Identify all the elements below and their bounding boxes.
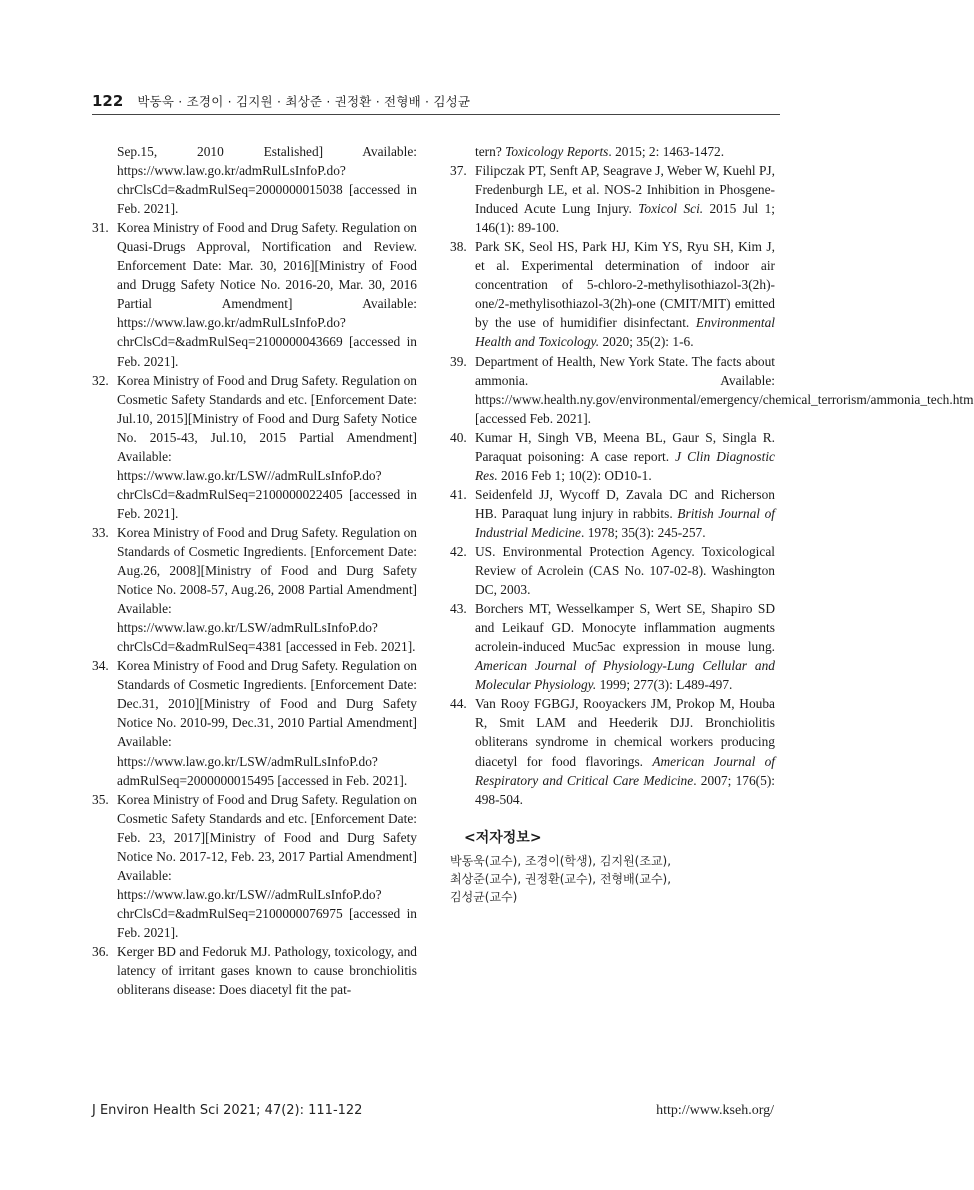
reference-item — [450, 352, 974, 428]
reference-item — [450, 161, 775, 237]
reference-text — [475, 161, 775, 237]
reference-item — [450, 542, 775, 599]
reference-body: Department of Health, New York State. The facts about ammonia. Available: https://www.health.ny.gov/environmental/emergency/chemical_terrorism/ammonia_tech.htm [accessed Feb. 2021]. — [475, 353, 974, 426]
reference-body: Borchers MT, Wesselkamper S, Wert SE, Shapiro SD and Leikauf GD. Monocyte inflammation augments acrolein-induced Muc5ac expression in mouse lung. — [475, 601, 775, 655]
footer-citation: J Environ Health Sci 2021; 47(2): 111-122 — [92, 1103, 363, 1118]
reference-item — [92, 523, 417, 656]
reference-citation: 2020; 35(2): 1-6. — [599, 334, 694, 350]
reference-number: 33. — [92, 524, 109, 540]
reference-text — [475, 352, 974, 428]
header-rule — [92, 114, 780, 115]
reference-item — [92, 142, 417, 218]
journal-title: Environmental Health and Toxicology. — [475, 315, 775, 350]
author-info-line: 김성균(교수) — [450, 889, 518, 904]
reference-body: Kumar H, Singh VB, Meena BL, Gaur S, Singla R. Paraquat poisoning: A case report. — [475, 429, 775, 464]
journal-title: Toxicology Reports — [505, 144, 609, 159]
reference-number: 32. — [92, 372, 109, 388]
reference-number: 38. — [450, 239, 467, 255]
reference-item — [92, 942, 417, 999]
reference-number: 39. — [450, 353, 467, 369]
footer-url[interactable]: http://www.kseh.org/ — [656, 1103, 774, 1118]
reference-text: Korea Ministry of Food and Drug Safety. Regulation on Cosmetic Safety Standards and etc. [Enforcement Date: Feb. 23, 2017][Ministry of Food and Durg Safety Notice No. 2017-12, Feb. 23, 2017 Partial Amendment] Available: https://www.law.go.kr/LSW//admRulLsInfoP.do?chrClsCd=&admRulSeq=2100000076975 [accessed in Feb. 2021]. — [117, 791, 418, 940]
journal-title: Toxicol Sci. — [638, 201, 704, 217]
reference-citation: 1999; 277(3): L489-497. — [596, 677, 733, 693]
reference-item — [92, 656, 417, 789]
reference-citation: 2015 Jul 1; 146(1): 89-100. — [475, 201, 775, 236]
reference-item — [450, 237, 775, 351]
reference-number: 42. — [450, 543, 467, 559]
reference-text: Sep.15, 2010 Estalished] Available: https://www.law.go.kr/admRulLsInfoP.do?chrClsCd=&admRulSeq=2000000015038 [accessed in Feb. 2021]. — [117, 144, 417, 217]
reference-number: 31. — [92, 220, 109, 236]
reference-body: Park SK, Seol HS, Park HJ, Kim YS, Ryu SH, Kim J, et al. Experimental determination of indoor air concentration of 5-chloro-2-methylisothiazol-3(2h)-one/2-methylisothiazol-3(2h)-one (CMIT/MIT) emitted by the use of humidifier disinfectant. — [475, 239, 775, 331]
reference-citation: . 1978; 35(3): 245-257. — [581, 524, 706, 540]
reference-number: 35. — [92, 791, 109, 807]
author-info — [450, 829, 775, 906]
author-info-line: 박동욱(교수), 조경이(학생), 김지원(조교), — [450, 853, 672, 868]
author-info-line: 최상준(교수), 권정환(교수), 전형배(교수), — [450, 871, 672, 886]
reference-number: 36. — [92, 943, 109, 959]
header-authors: 박동욱 · 조경이 · 김지원 · 최상준 · 권정환 · 전형배 · 김성균 — [137, 94, 471, 109]
reference-number: 41. — [450, 486, 467, 502]
page-number: 122 — [92, 92, 124, 110]
reference-text — [475, 237, 775, 351]
reference-number: 44. — [450, 696, 467, 712]
reference-item — [92, 218, 417, 370]
right-column — [450, 142, 974, 906]
journal-title: British Journal of Industrial Medicine — [475, 505, 775, 540]
reference-text: Korea Ministry of Food and Drug Safety. Regulation on Standards of Cosmetic Ingredients. [Enforcement Date: Aug.26, 2008][Ministry of Food and Durg Safety Notice No. 2008-57, Aug.26, 2008 Partial Amendment] Available: https://www.law.go.kr/LSW/admRulLsInfoP.do?chrClsCd=&admRulSeq=4381 [accessed in Feb. 2021]. — [117, 524, 418, 655]
reference-item — [450, 694, 775, 808]
left-column — [92, 142, 417, 999]
reference-text — [475, 485, 775, 542]
running-header — [92, 92, 782, 112]
reference-text — [475, 599, 775, 694]
reference-item — [92, 790, 417, 942]
reference-text: Korea Ministry of Food and Drug Safety. Regulation on Quasi-Drugs Approval, Nortification and Review. Enforcement Date: Mar. 30, 2016][Ministry of Food and Drugg Safety Notice No. 2016-20, Mar. 30, 2016 Partial Amendment] Available: https://www.law.go.kr/admRulLsInfoP.do?chrClsCd=&admRulSeq=2100000043669 [accessed in Feb. 2021]. — [117, 220, 418, 369]
reference-text — [475, 694, 775, 808]
reference-number: 40. — [450, 429, 467, 445]
reference-number: 37. — [450, 163, 467, 179]
reference-citation: . 2015; 2: 1463-1472. — [608, 144, 725, 159]
reference-body: US. Environmental Protection Agency. Toxicological Review of Acrolein (CAS No. 107-02-8). Washington DC, 2003. — [475, 543, 775, 598]
reference-text — [475, 542, 775, 599]
reference-body: Seidenfeld JJ, Wycoff D, Zavala DC and Richerson HB. Paraquat lung injury in rabbits. — [475, 486, 775, 521]
reference-text — [475, 142, 775, 161]
journal-title: American Journal of Physiology-Lung Cellular and Molecular Physiology. — [475, 658, 775, 693]
reference-citation: 2016 Feb 1; 10(2): OD10-1. — [497, 467, 652, 483]
reference-item — [450, 599, 775, 694]
journal-title: American Journal of Respiratory and Critical Care Medicine — [475, 753, 776, 788]
reference-body: tern? — [475, 144, 506, 159]
reference-number: 34. — [92, 658, 109, 674]
reference-text: Korea Ministry of Food and Drug Safety. Regulation on Cosmetic Safety Standards and etc. [Enforcement Date: Jul.10, 2015][Ministry of Food and Durg Safety Notice No. 2015-43, Jul.10, 2015 Partial Amendment] Available: https://www.law.go.kr/LSW//admRulLsInfoP.do?chrClsCd=&admRulSeq=2100000022405 [accessed in Feb. 2021]. — [117, 372, 418, 521]
reference-text — [475, 428, 775, 485]
reference-item — [450, 485, 775, 542]
reference-body: Van Rooy FGBGJ, Rooyackers JM, Prokop M, Houba R, Smit LAM and Heederik DJJ. Bronchiolitis obliterans syndrome in chemical workers producing diacetyl for food flavorings. — [475, 696, 775, 769]
reference-text: Kerger BD and Fedoruk MJ. Pathology, toxicology, and latency of irritant gases known to cause bronchiolitis obliterans disease: Does diacetyl fit the pat- — [117, 943, 417, 998]
reference-body: Filipczak PT, Senft AP, Seagrave J, Weber W, Kuehl PJ, Fredenburgh LE, et al. NOS-2 Inhibition in Phosgene-Induced Acute Lung Injury. — [475, 163, 775, 217]
reference-item — [92, 371, 417, 523]
reference-item — [450, 428, 775, 485]
author-info-heading: <저자정보> — [464, 829, 542, 846]
reference-text: Korea Ministry of Food and Drug Safety. Regulation on Standards of Cosmetic Ingredients. [Enforcement Date: Dec.31, 2010][Ministry of Food and Durg Safety Notice No. 2010-99, Dec.31, 2010 Partial Amendment] Available: https://www.law.go.kr/LSW/admRulLsInfoP.do?admRulSeq=2000000015495 [accessed in Feb. 2021]. — [117, 658, 418, 788]
reference-number: 43. — [450, 601, 467, 617]
reference-citation: . 2007; 176(5): 498-504. — [475, 772, 776, 807]
journal-title: J Clin Diagnostic Res. — [475, 448, 775, 483]
reference-item — [450, 142, 775, 161]
